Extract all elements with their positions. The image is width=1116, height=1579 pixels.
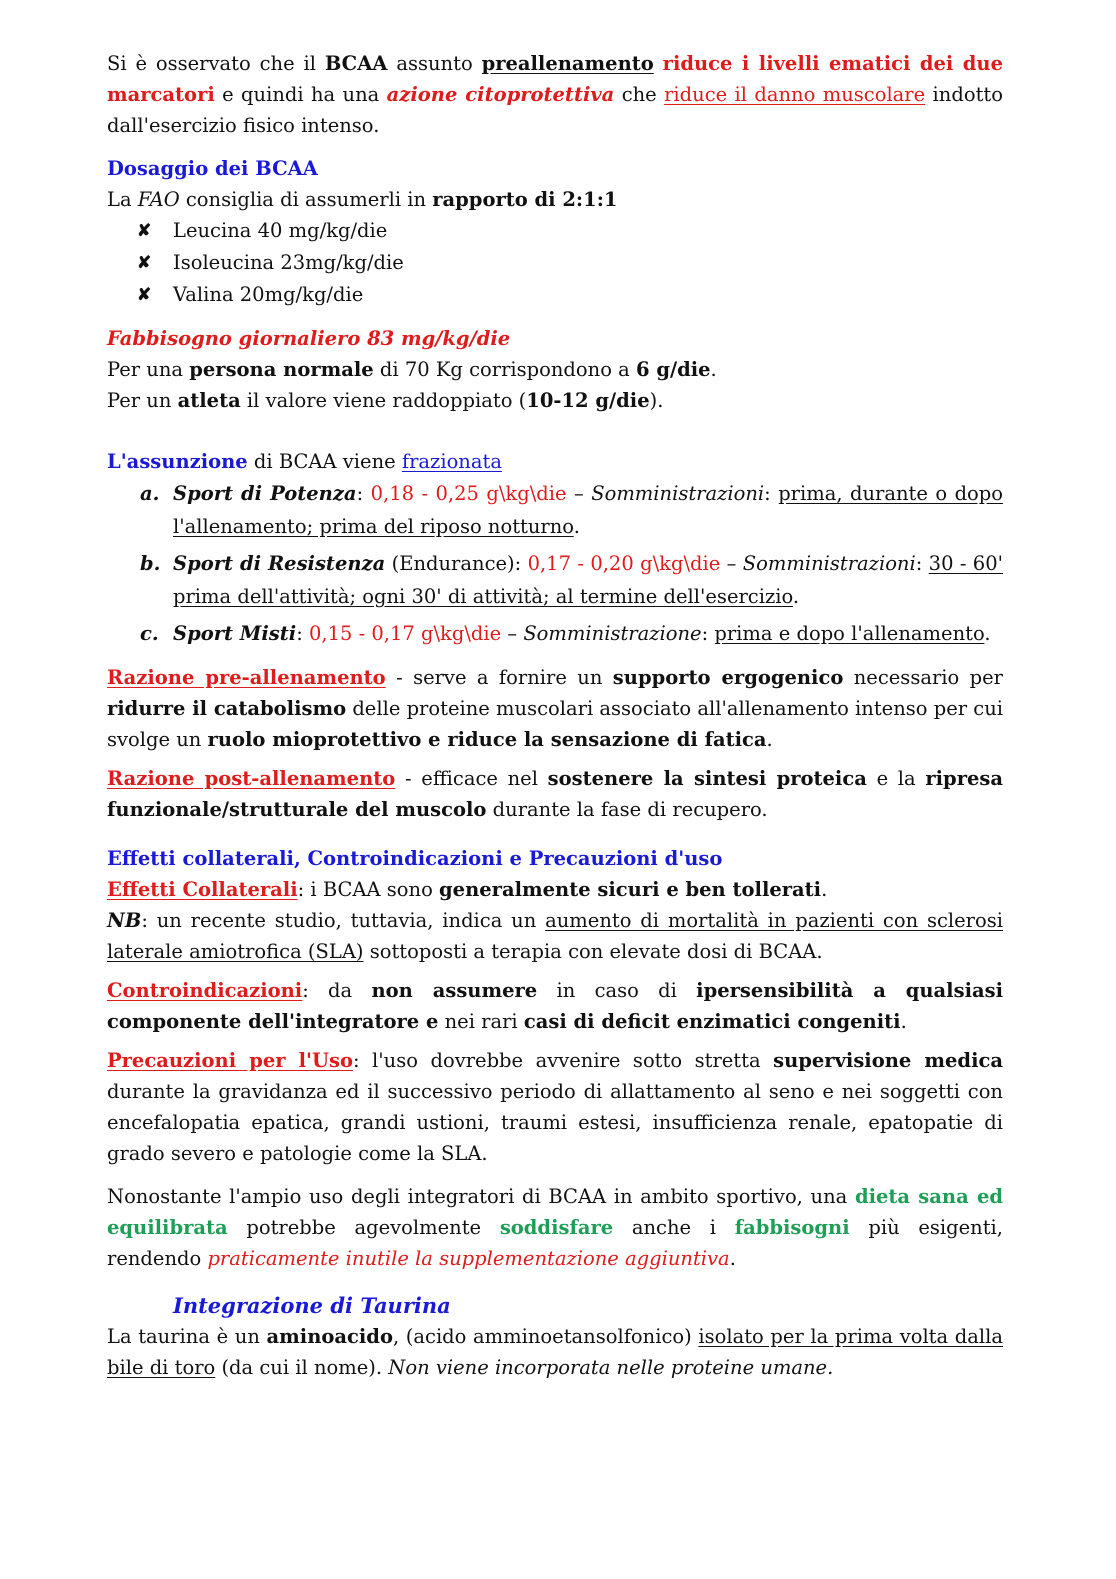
assunzione-list [107,477,1003,650]
list-item: c. Sport Misti: 0,15 - 0,17 g\kg\die – Somministrazione: prima e dopo l'allenamento. [140,622,991,645]
cross-bullet-icon: ✘ [137,253,152,273]
assunzione-heading: L'assunzione di BCAA viene frazionata [107,450,502,473]
cross-bullet-icon: ✘ [137,221,152,241]
nb-paragraph: NB: un recente studio, tuttavia, indica un aumento di mortalità in pazienti con sclerosi laterale amiotrofica (SLA) sottoposti a terapia con elevate dosi di BCAA. [107,909,1003,963]
conclusione-paragraph: Nonostante l'ampio uso degli integratori di BCAA in ambito sportivo, una dieta sana ed equilibrata potrebbe agevolmente soddisfare anche i fabbisogni più esigenti, rendendo praticamente inutile la supplementazione aggiuntiva. [107,1185,1003,1270]
cross-bullet-icon: ✘ [137,285,152,305]
list-item: b. Sport di Resistenza (Endurance): 0,17 - 0,20 g\kg\die – Somministrazioni: 30 - 60' prima dell'attività; ogni 30' di attività; al termine dell'esercizio. [140,552,1003,608]
list-item: a. Sport di Potenza: 0,18 - 0,25 g\kg\die – Somministrazioni: prima, durante o dopo l'allenamento; prima del riposo notturno. [140,482,1004,538]
intro-paragraph: Si è osservato che il BCAA assunto preallenamento riduce i livelli ematici dei due marcatori e quindi ha una azione citoprotettiva che riduce il danno muscolare indotto dall'esercizio fisico intenso. [107,52,1003,137]
precauzioni-paragraph: Precauzioni per l'Uso: l'uso dovrebbe avvenire sotto stretta supervisione medica durante la gravidanza ed il successivo periodo di allattamento al seno e nei soggetti con encefalopatia epatica, grandi ustioni, traumi estesi, insufficienza renale, epatopatie di grado severo e patologie come la SLA. [107,1049,1003,1165]
fabbisogno-heading: Fabbisogno giornaliero 83 mg/kg/die [107,327,511,350]
effetti-line: Effetti Collaterali: i BCAA sono generalmente sicuri e ben tollerati. [107,878,828,901]
fabbisogno-line-2: Per un atleta il valore viene raddoppiato (10-12 g/die). [107,389,664,412]
razione-post-paragraph: Razione post-allenamento - efficace nel sostenere la sintesi proteica e la ripresa funzionale/strutturale del muscolo durante la fase di recupero. [107,767,1003,821]
taurina-heading: Integrazione di Taurina [173,1293,451,1318]
controindicazioni-paragraph: Controindicazioni: da non assumere in caso di ipersensibilità a qualsiasi componente dell'integratore e nei rari casi di deficit enzimatici congeniti. [107,979,1003,1033]
effetti-heading: Effetti collaterali, Controindicazioni e Precauzioni d'uso [107,847,723,870]
dosaggio-list [107,215,1003,311]
list-item: ✘ Valina 20mg/kg/die [137,279,1003,311]
dosaggio-heading: Dosaggio dei BCAA [107,157,318,180]
razione-pre-paragraph: Razione pre-allenamento - serve a fornire un supporto ergogenico necessario per ridurre il catabolismo delle proteine muscolari associato all'allenamento intenso per cui svolge un ruolo mioprotettivo e riduce la sensazione di fatica. [107,666,1003,751]
list-item: ✘ Leucina 40 mg/kg/die [137,215,1003,247]
dosaggio-text: La FAO consiglia di assumerli in rapporto di 2:1:1 [107,188,618,211]
taurina-paragraph: La taurina è un aminoacido, (acido amminoetansolfonico) isolato per la prima volta dalla bile di toro (da cui il nome). Non viene incorporata nelle proteine umane. [107,1325,1003,1379]
document-page [107,48,1003,1383]
fabbisogno-line-1: Per una persona normale di 70 Kg corrispondono a 6 g/die. [107,358,717,381]
list-item: ✘ Isoleucina 23mg/kg/die [137,247,1003,279]
